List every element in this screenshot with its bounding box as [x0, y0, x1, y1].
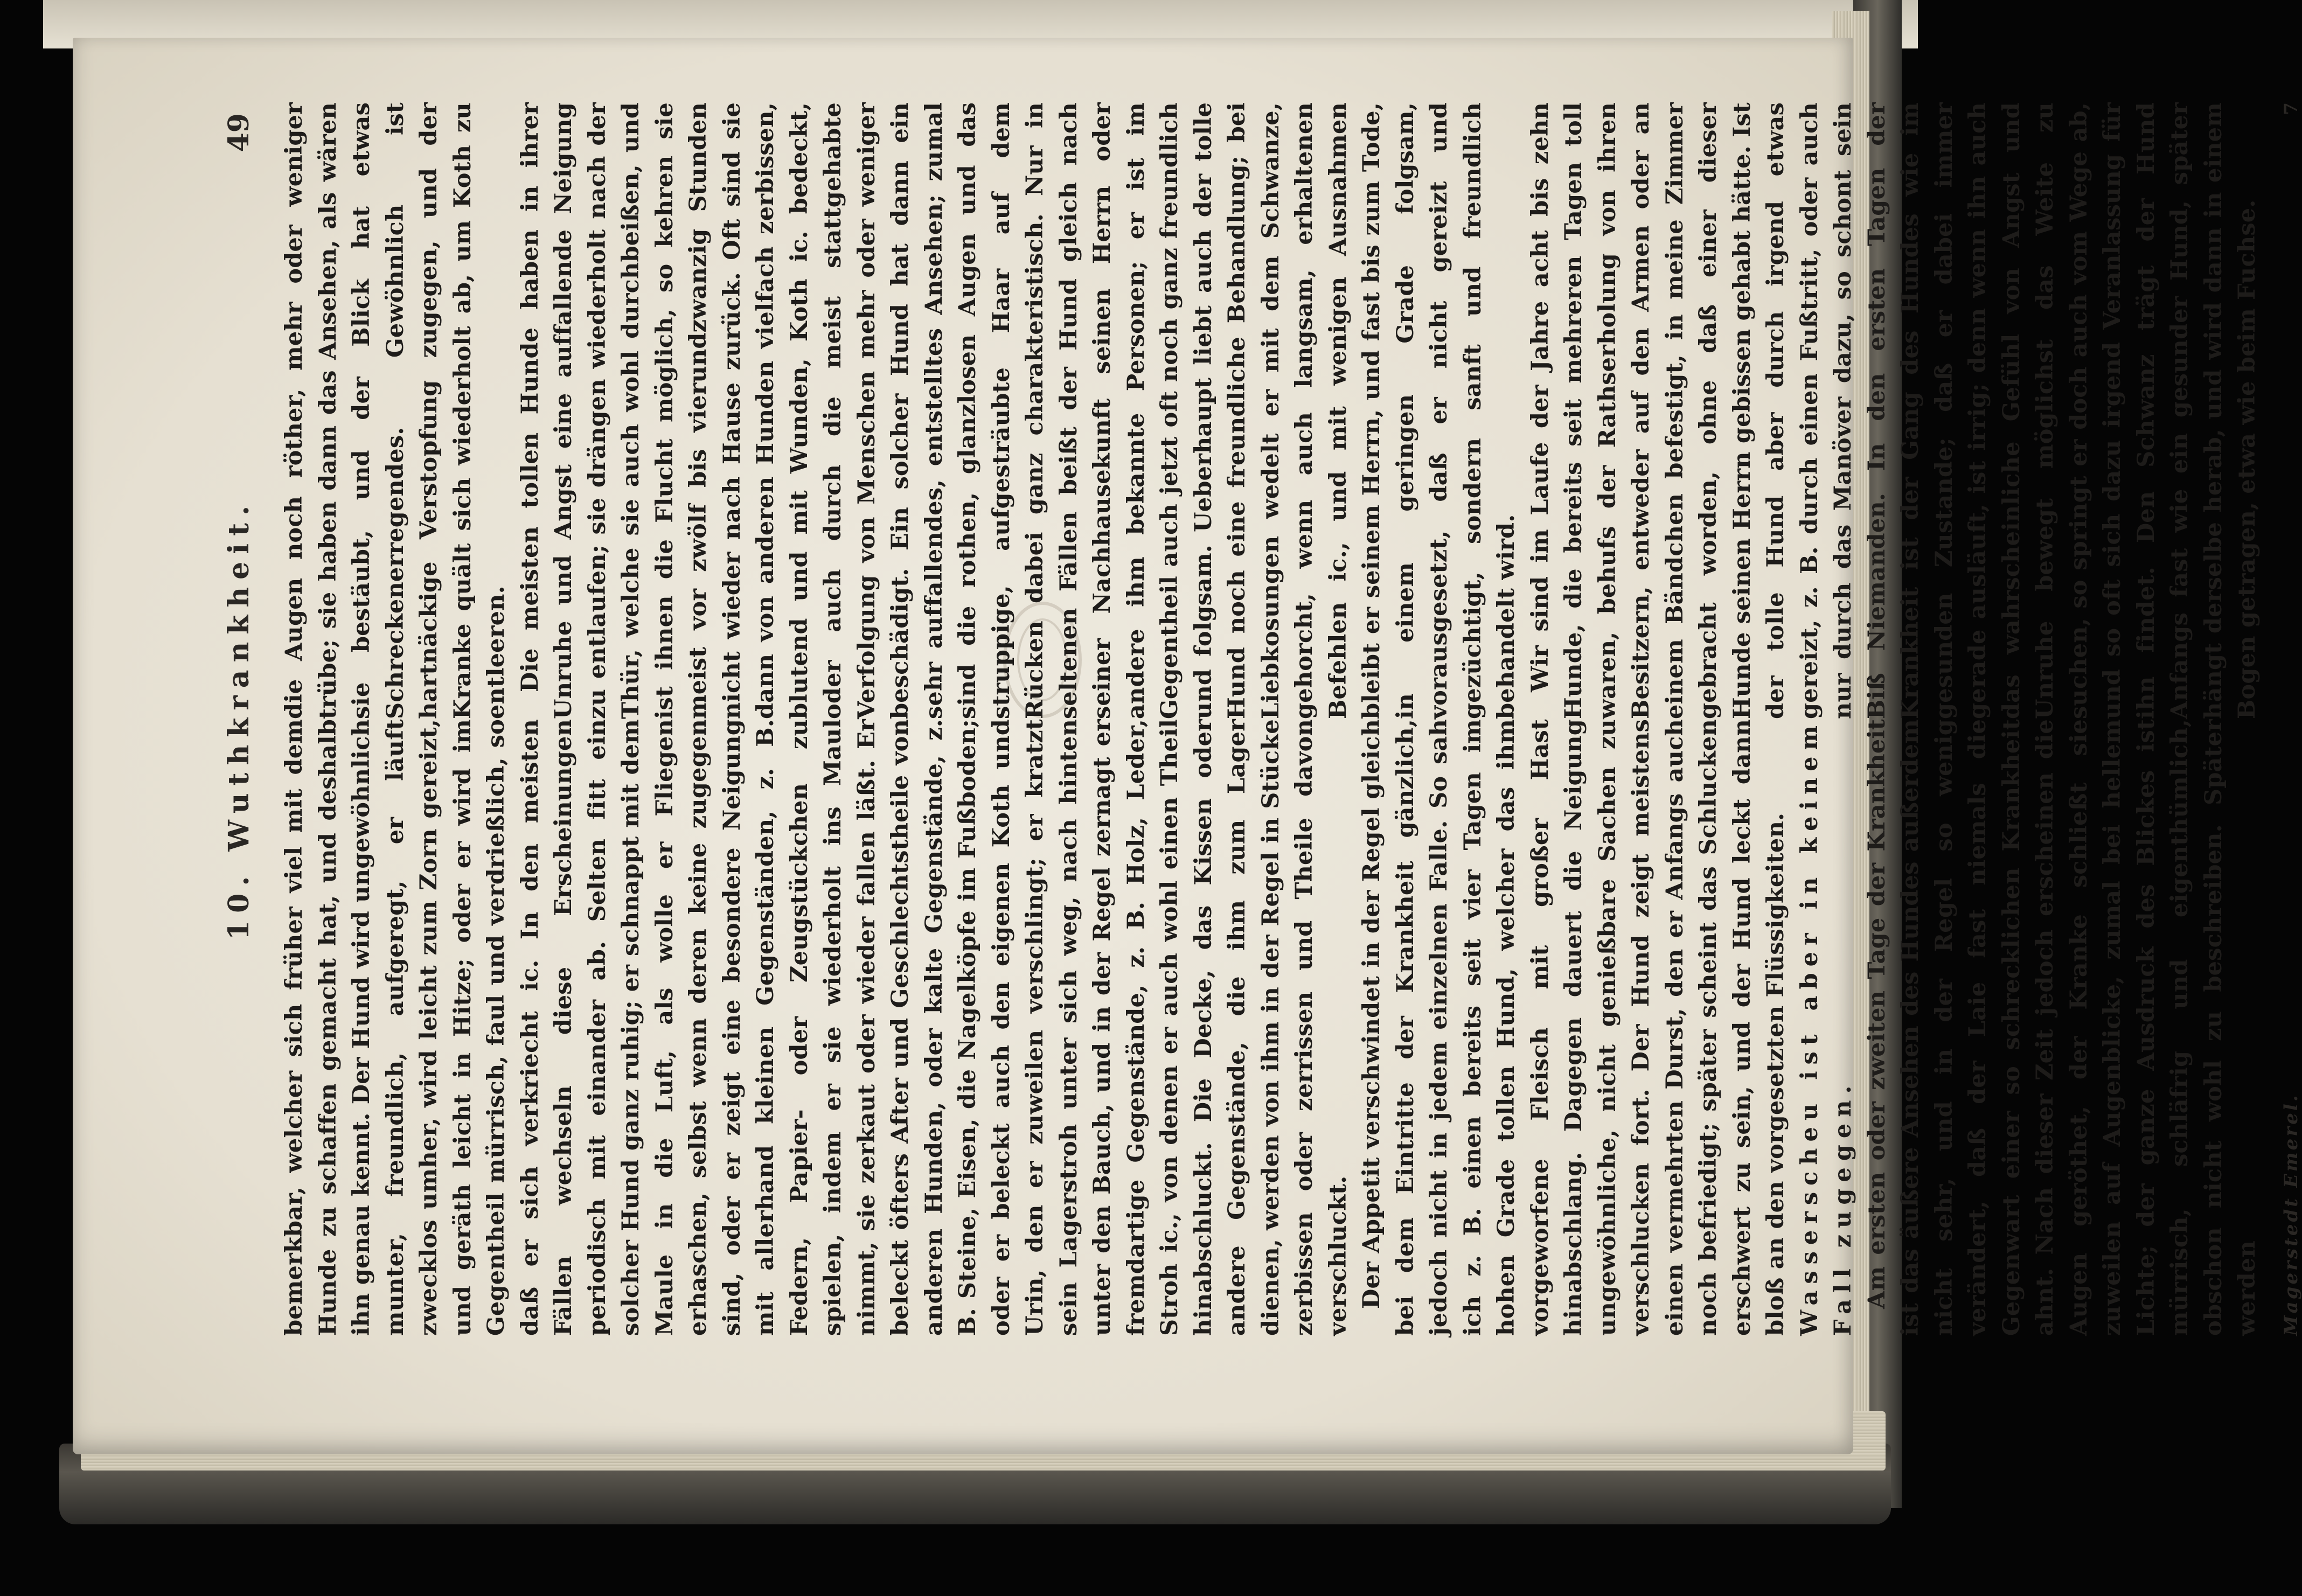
left-column [277, 719, 2264, 1336]
page-number: 49 [222, 113, 255, 152]
paragraph: Wir sind im Laufe der Jahre acht bis zehn Hunde, die bereits seit mehreren Tagen toll waren, behufs der Rathserholung von ihren Besitzern, entweder auf den Armen oder an einem Bändchen befestigt, in meine Zimmer gebracht worden, ohne daß einer dieser Hunde seinen Herrn gebissen gehabt hätte. Ist der tolle Hund aber durch irgend etwas gereizt, z. B. durch einen Fußtritt, oder auch nur durch das Manöver dazu, so schont sein Biß Niemanden. In den ersten Tagen der Krankheit ist der Gang des Hundes wie im gesunden Zustande; daß er dabei immer gerade ausläuft, ist irrig; denn wenn ihn auch das wahrscheinliche Gefühl von Angst und Unruhe bewegt möglichst das Weite zu suchen, so springt er doch auch vom Wege ab, und so oft sich dazu irgend Veranlassung für ihn findet. Den Schwanz trägt der Hund Anfangs fast wie ein gesunder Hund, später hängt derselbe herab, und wird dann in einem Bogen getragen, etwa wie beim Fuchse. [1526, 102, 2261, 719]
right-column [277, 102, 2264, 719]
book-page [73, 38, 2302, 1454]
page-footer [2280, 102, 2302, 1336]
paragraph: bemerkbar, welcher sich früher viel mit dem Hunde zu schaffen gemacht hat, und deshalb ihn genau kennt. Der Hund wird ungewöhnlich munter, freundlich, aufgeregt, er läuft zwecklos umher, wird leicht zum Zorn gereizt, und geräth leicht in Hitze; oder er wird im Gegentheil mürrisch, faul und verdrießlich, so daß er sich verkriecht ic. In den meisten Fällen wechseln diese Erscheinungen periodisch mit einander ab. Selten fitt ein solcher Hund ganz ruhig; er schnappt mit dem Maule in die Luft, als wolle er Fliegen erhaschen, selbst wenn deren keine zugegen sind, oder er zeigt eine besondere Neigung mit allerhand kleinen Gegenständen, z. B. Federn, Papier- oder Zeugstückchen zu spielen, indem er sie wiederholt ins Maul nimmt, sie zerkaut oder wieder fallen läßt. Er beleckt öfters After und Geschlechtstheile von anderen Hunden, oder kalte Gegenstände, z. B. Steine, Eisen, die Nagelköpfe im Fußboden; oder er beleckt auch den eigenen Koth und Urin, den er zuweilen verschlingt; er kratzt sein Lagerstroh unter sich weg, nach hinten unter den Bauch, und in der Regel zernagt er fremdartige Gegenstände, z. B. Holz, Leder, Stroh ic., von denen er auch wohl einen Theil hinabschluckt. Die Decke, das Kissen oder andere Gegenstände, die ihm zum Lager dienen, werden von ihm in der Regel in Stücke zerbissen oder zerrissen und Theile davon verschluckt. [281, 719, 1352, 1336]
paragraph: Die meisten tollen Hunde haben in ihrer Unruhe und Angst eine auffallende Neigung zu entlaufen; sie drängen wiederholt nach der Thür, welche sie auch wohl durchbeißen, und ist ihnen die Flucht möglich, so kehren sie meist vor zwölf bis vierundzwanzig Stunden nicht wieder nach Hause zurück. Oft sind sie dann von anderen Hunden vielfach zerbissen, blutend und mit Wunden, Koth ic. bedeckt, oder auch durch die meist stattgehabte Verfolgung von Menschen mehr oder weniger beschädigt. Ein solcher Hund hat dann ein sehr auffallendes, entstelltes Ansehen; zumal sind die rothen, glanzlosen Augen und das struppige, aufgesträubte Haar auf dem Rücken dabei ganz charakteristisch. Nur in seltenen Fällen beißt der Hund gleich nach seiner Nachhausekunft seinen Herrn oder andere ihm bekannte Personen; er ist im Gegentheil auch jetzt oft noch ganz freundlich und folgsam. Ueberhaupt liebt auch der tolle Hund noch eine freundliche Behandlung; bei Liebkosungen wedelt er mit dem Schwanze, gehorcht, wenn auch langsam, erhaltenen Befehlen ic., und mit wenigen Ausnahmen bleibt er seinem Herrn, und fast bis zum Tode, in einem geringen Grade folgsam, vorausgesetzt, daß er nicht gereizt und gezüchtigt, sondern sanft und freundlich behandelt wird. [516, 102, 1520, 719]
paragraph: Wasserscheu ist aber in keinem Fall zugegen. [1796, 719, 1856, 1336]
paragraph: Am ersten oder zweiten Tage der Krankheit ist das äußere Ansehen des Hundes außerdem nicht sehr, und in der Regel so wenig verändert, daß der Laie fast niemals die Gegenwart einer so schrecklichen Krankheit ahnt. Nach dieser Zeit jedoch erscheinen die Augen geröthet, der Kranke schließt sie zuweilen auf Augenblicke, zumal bei hellem Lichte; der ganze Ausdruck des Blickes ist mürrisch, schläfrig und eigenthümlich, obschon nicht wohl zu beschreiben. Später werden [1863, 719, 2261, 1336]
chapter-title: 10. Wuthkrankheit. [222, 498, 255, 940]
signature-mark: Magerstedt Emerel. [2280, 1093, 2302, 1336]
running-header [218, 102, 261, 1336]
text-columns [277, 102, 2264, 1336]
paragraph: Der Appetit verschwindet in der Regel gleich bei dem Eintritte der Krankheit gänzlich, jedoch nicht in jedem einzelnen Falle. So sah ich z. B. einen bereits seit vier Tagen im hohen Grade tollen Hund, welcher das ihm vorgeworfene Fleisch mit großer Hast hinabschlang. Dagegen dauert die Neigung ungewöhnliche, nicht genießbare Sachen zu verschlucken fort. Der Hund zeigt meistens einen vermehrten Durst, den er Anfangs auch noch befriedigt; später scheint das Schlucken erschwert zu sein, und der Hund leckt dann bloß an den vorgesetzten Flüssigkeiten. [1358, 719, 1789, 1336]
footer-sheet-number: 7 [2280, 102, 2302, 115]
rotated-text-frame [218, 102, 2302, 1336]
paragraph: die Augen noch röther, mehr oder weniger trübe; sie haben dann das Ansehen, als wären sie bestäubt, und der Blick hat etwas Schreckenerregendes. Gewöhnlich ist hartnäckige Verstopfung zugegen, und der Kranke quält sich wiederholt ab, um Koth zu entleeren. [281, 102, 510, 719]
